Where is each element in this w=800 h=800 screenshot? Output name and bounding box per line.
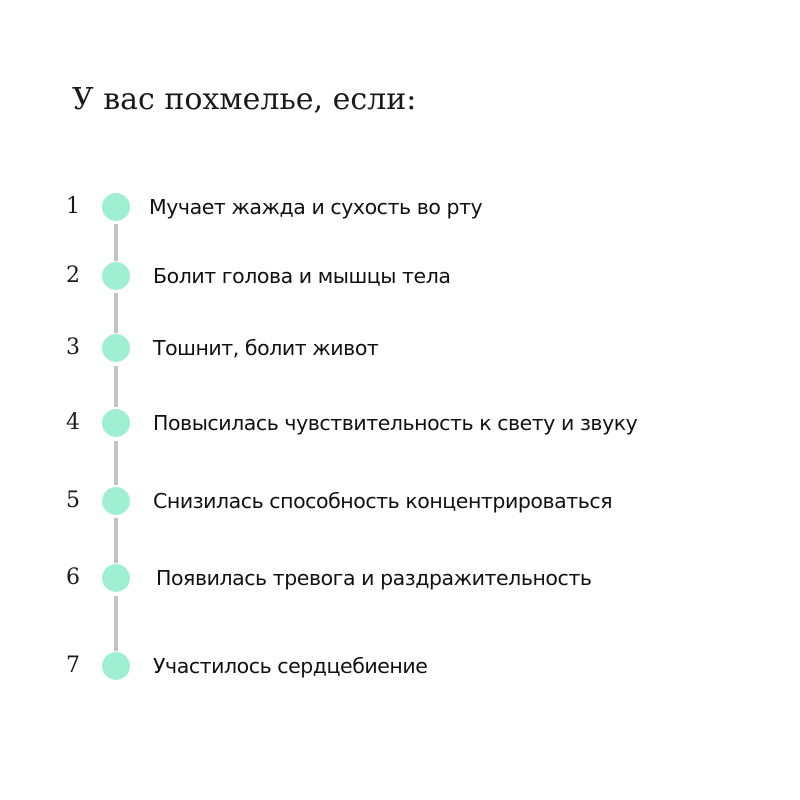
item-number: 4 — [66, 410, 80, 435]
item-label: Снизилась способность концентрироваться — [153, 489, 613, 513]
timeline-dot — [102, 487, 130, 515]
item-label: Повысилась чувствительность к свету и звуку — [153, 411, 638, 435]
item-label: Тошнит, болит живот — [153, 336, 379, 360]
timeline-dot — [102, 193, 130, 221]
page-title: У вас похмелье, если: — [72, 82, 417, 117]
timeline-dot — [102, 262, 130, 290]
item-number: 2 — [66, 263, 80, 288]
timeline-connector — [114, 366, 118, 407]
list-item — [0, 407, 800, 439]
timeline-connector — [114, 224, 118, 261]
list-item — [0, 485, 800, 517]
item-number: 3 — [66, 335, 80, 360]
item-label: Участилось сердцебиение — [153, 654, 428, 678]
timeline-dot — [102, 334, 130, 362]
list-item — [0, 260, 800, 292]
item-number: 5 — [66, 488, 80, 513]
timeline-connector — [114, 518, 118, 563]
timeline-connector — [114, 441, 118, 485]
list-item — [0, 562, 800, 594]
timeline-connector — [114, 596, 118, 651]
timeline-connector — [114, 293, 118, 333]
item-number: 6 — [66, 565, 80, 590]
item-number: 7 — [66, 653, 80, 678]
item-label: Мучает жажда и сухость во рту — [149, 195, 483, 219]
list-item — [0, 191, 800, 223]
timeline-dot — [102, 652, 130, 680]
item-label: Болит голова и мышцы тела — [153, 264, 451, 288]
item-number: 1 — [66, 194, 80, 219]
timeline-dot — [102, 409, 130, 437]
list-item — [0, 332, 800, 364]
item-label: Появилась тревога и раздражительность — [156, 566, 592, 590]
timeline-dot — [102, 564, 130, 592]
list-item — [0, 650, 800, 682]
